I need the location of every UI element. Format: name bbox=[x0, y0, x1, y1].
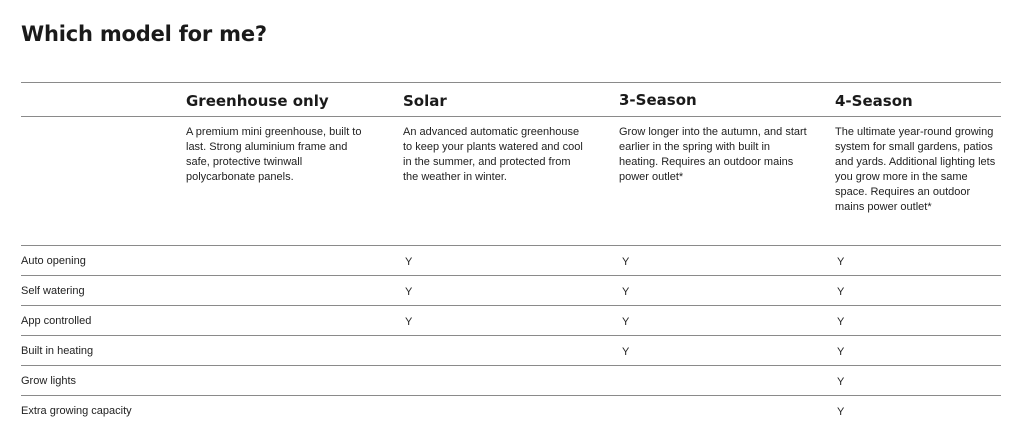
feature-label: Extra growing capacity bbox=[21, 405, 132, 417]
page-title: Which model for me? bbox=[21, 22, 267, 46]
feature-value: Y bbox=[622, 256, 630, 268]
model-title-3-season: 3-Season bbox=[619, 91, 697, 109]
feature-label: Built in heating bbox=[21, 345, 94, 357]
comparison-table bbox=[21, 82, 1001, 425]
model-description-greenhouse-only: A premium mini greenhouse, built to last. Strong aluminium frame and safe, protective twinwall polycarbonate panels. bbox=[186, 126, 362, 183]
feature-row-grow-lights bbox=[21, 366, 1001, 396]
model-description-row bbox=[21, 117, 1001, 246]
feature-label: Grow lights bbox=[21, 375, 77, 387]
model-description-4-season: The ultimate year-round growing system for small gardens, patios and yards. Additional lighting lets you grow more in the same space. Requires an outdoor mains power outlet* bbox=[835, 126, 996, 213]
feature-row-built-in-heating bbox=[21, 336, 1001, 366]
model-description-solar: An advanced automatic greenhouse to keep your plants watered and cool in the summer, and protected from the weather in winter. bbox=[403, 126, 583, 183]
model-header-row bbox=[21, 83, 1001, 117]
model-description-3-season: Grow longer into the autumn, and start earlier in the spring with built in heating. Requires an outdoor mains power outlet* bbox=[619, 126, 807, 183]
model-title-solar: Solar bbox=[403, 92, 447, 110]
model-title-4-season: 4-Season bbox=[835, 92, 913, 110]
feature-row-self-watering bbox=[21, 276, 1001, 306]
model-title-greenhouse-only: Greenhouse only bbox=[186, 92, 329, 110]
feature-value: Y bbox=[837, 316, 845, 328]
feature-value: Y bbox=[837, 376, 845, 388]
feature-value: Y bbox=[837, 406, 845, 418]
feature-value: Y bbox=[837, 256, 845, 268]
feature-value: Y bbox=[405, 316, 413, 328]
feature-value: Y bbox=[405, 256, 413, 268]
feature-row-app-controlled bbox=[21, 306, 1001, 336]
feature-label: Self watering bbox=[21, 285, 85, 297]
feature-value: Y bbox=[622, 286, 630, 298]
feature-value: Y bbox=[837, 286, 845, 298]
feature-label: Auto opening bbox=[21, 255, 86, 267]
feature-row-extra-growing-capacity bbox=[21, 396, 1001, 425]
feature-row-auto-opening bbox=[21, 246, 1001, 276]
feature-value: Y bbox=[622, 346, 630, 358]
feature-value: Y bbox=[622, 316, 630, 328]
feature-value: Y bbox=[405, 286, 413, 298]
feature-value: Y bbox=[837, 346, 845, 358]
feature-label: App controlled bbox=[21, 315, 92, 327]
